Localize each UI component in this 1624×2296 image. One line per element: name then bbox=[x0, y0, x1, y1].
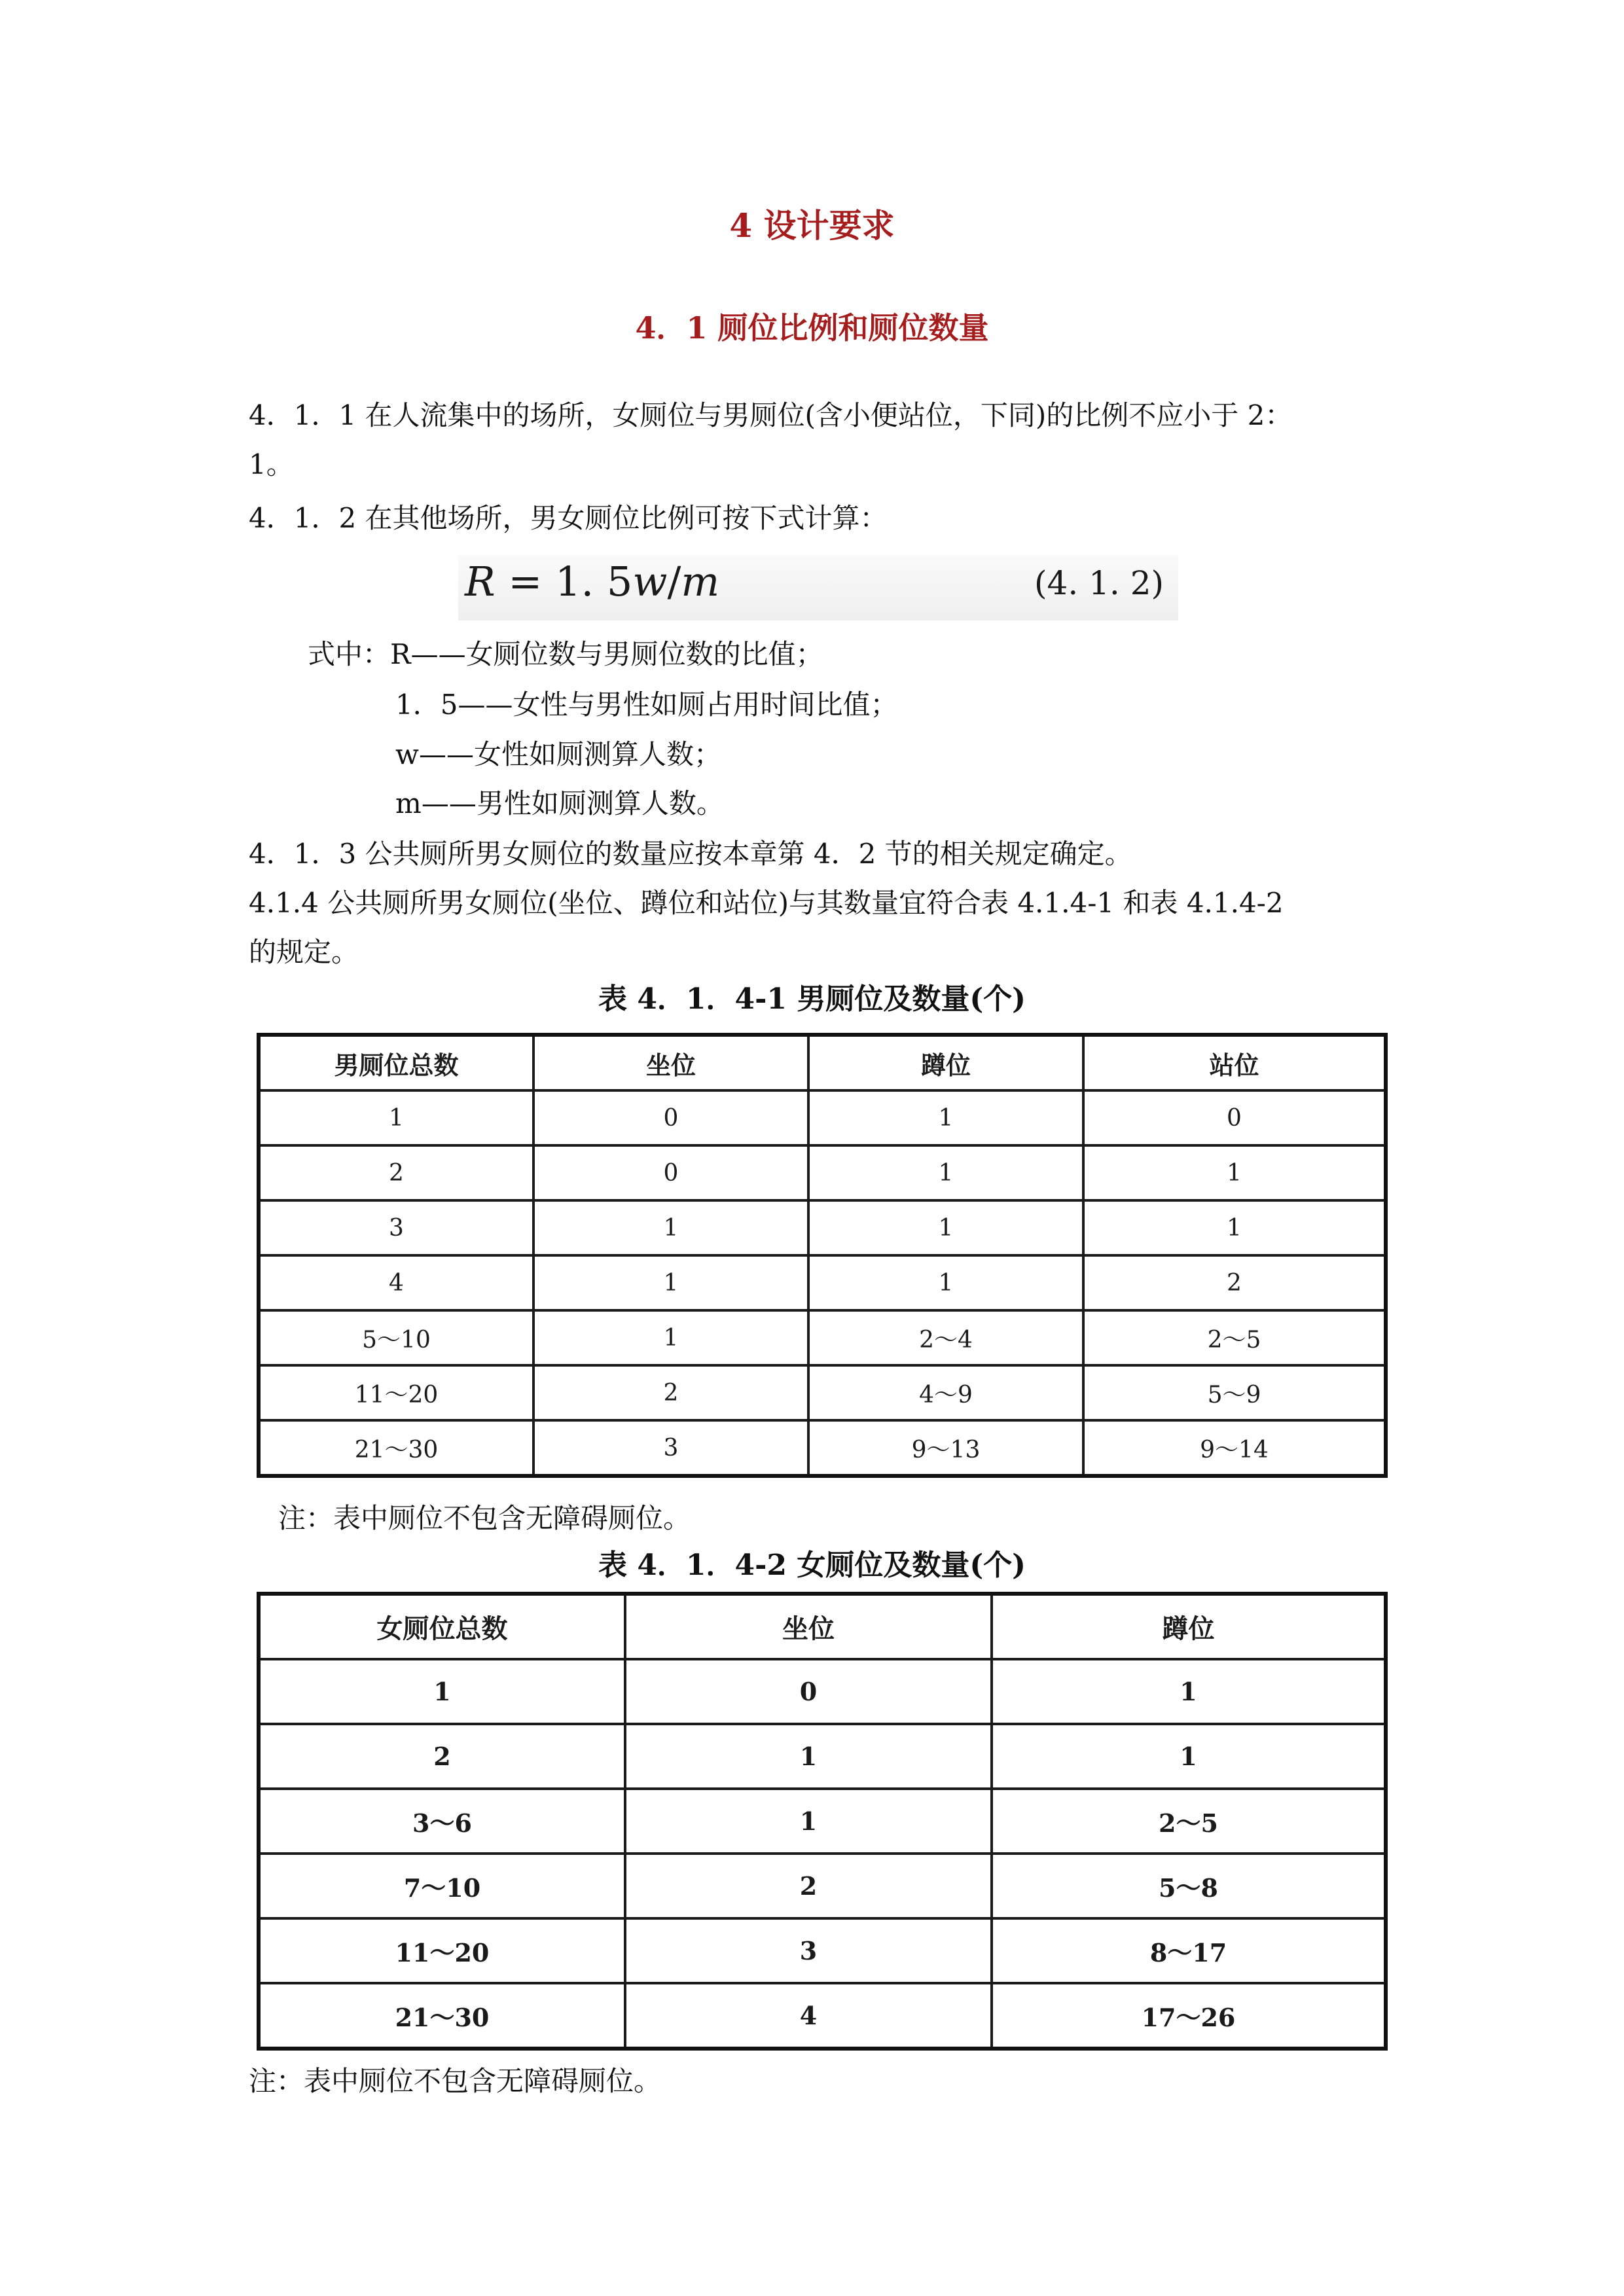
table-cell: 5～10 bbox=[259, 1310, 533, 1365]
table-cell: 1 bbox=[259, 1659, 625, 1724]
table-cell: 1 bbox=[259, 1090, 533, 1145]
table-cell: 2 bbox=[1083, 1255, 1386, 1310]
table-cell: 2～4 bbox=[808, 1310, 1083, 1365]
formula-lhs: R bbox=[465, 558, 496, 605]
formula-number: (4. 1. 2) bbox=[1034, 564, 1164, 602]
clause-4-1-2: 4．1．2 在其他场所，男女厕位比例可按下式计算： bbox=[249, 502, 888, 534]
table-header-row bbox=[259, 1035, 1386, 1090]
table-row bbox=[259, 1724, 1386, 1789]
table-cell: 1 bbox=[808, 1145, 1083, 1200]
clause-4-1-4-line1: 4.1.4 公共厕所男女厕位(坐位、蹲位和站位)与其数量宜符合表 4.1.4-1 和表 4.1.4-2 bbox=[249, 887, 1284, 919]
table-cell: 11～20 bbox=[259, 1365, 533, 1420]
table-cell: 21～30 bbox=[259, 1983, 625, 2049]
clause-4-1-1-line1: 4．1．1 在人流集中的场所，女厕位与男厕位(含小便站位，下同)的比例不应小于 2： bbox=[249, 399, 1293, 431]
table-cell: 11～20 bbox=[259, 1918, 625, 1983]
table-row bbox=[259, 1854, 1386, 1918]
table2-note: 注：表中厕位不包含无障碍厕位。 bbox=[249, 2065, 662, 2097]
table-row bbox=[259, 1365, 1386, 1420]
table-row bbox=[259, 1200, 1386, 1255]
table-cell: 9～13 bbox=[808, 1420, 1083, 1476]
table-cell: 17～26 bbox=[992, 1983, 1386, 2049]
table-cell: 1 bbox=[533, 1310, 808, 1365]
table-cell: 1 bbox=[625, 1724, 992, 1789]
table-cell: 2～5 bbox=[992, 1789, 1386, 1854]
table-row bbox=[259, 1145, 1386, 1200]
definition-ratio: 1．5——女性与男性如厕占用时间比值； bbox=[395, 689, 898, 721]
female-toilet-table bbox=[257, 1592, 1388, 2051]
table-cell: 5～9 bbox=[1083, 1365, 1386, 1420]
table-row bbox=[259, 1255, 1386, 1310]
table-cell: 8～17 bbox=[992, 1918, 1386, 1983]
table1-caption: 表 4．1．4-1 男厕位及数量(个) bbox=[598, 982, 1026, 1016]
table-cell: 4 bbox=[625, 1983, 992, 2049]
table-header-cell: 站位 bbox=[1083, 1035, 1386, 1090]
formula-slash: / bbox=[667, 558, 681, 605]
section-title: 4．1 厕位比例和厕位数量 bbox=[635, 310, 989, 346]
table-cell: 21～30 bbox=[259, 1420, 533, 1476]
table-cell: 2 bbox=[625, 1854, 992, 1918]
table-cell: 1 bbox=[992, 1659, 1386, 1724]
male-toilet-table bbox=[257, 1033, 1388, 1478]
table-row bbox=[259, 1659, 1386, 1724]
table-cell: 1 bbox=[808, 1200, 1083, 1255]
table-cell: 0 bbox=[533, 1090, 808, 1145]
table-row bbox=[259, 1918, 1386, 1983]
table-cell: 2 bbox=[259, 1145, 533, 1200]
definition-m: m——男性如厕测算人数。 bbox=[395, 787, 724, 819]
table-cell: 3 bbox=[259, 1200, 533, 1255]
table-cell: 9～14 bbox=[1083, 1420, 1386, 1476]
formula-var-m: m bbox=[681, 558, 720, 605]
table-cell: 0 bbox=[1083, 1090, 1386, 1145]
table-header-cell: 蹲位 bbox=[992, 1594, 1386, 1659]
table-cell: 1 bbox=[992, 1724, 1386, 1789]
clause-4-1-3: 4．1．3 公共厕所男女厕位的数量应按本章第 4．2 节的相关规定确定。 bbox=[249, 838, 1132, 870]
table-cell: 4 bbox=[259, 1255, 533, 1310]
table-header-row bbox=[259, 1594, 1386, 1659]
table-cell: 1 bbox=[1083, 1145, 1386, 1200]
table-cell: 7～10 bbox=[259, 1854, 625, 1918]
formula bbox=[465, 558, 719, 605]
formula-var-w: w bbox=[632, 558, 668, 605]
table-cell: 1 bbox=[625, 1789, 992, 1854]
table-cell: 0 bbox=[533, 1145, 808, 1200]
table-cell: 1 bbox=[808, 1090, 1083, 1145]
chapter-title: 4 设计要求 bbox=[729, 206, 895, 245]
table1-note: 注：表中厕位不包含无障碍厕位。 bbox=[278, 1502, 691, 1534]
table-cell: 3 bbox=[533, 1420, 808, 1476]
table-cell: 3～6 bbox=[259, 1789, 625, 1854]
table-cell: 1 bbox=[533, 1200, 808, 1255]
table-cell: 0 bbox=[625, 1659, 992, 1724]
table-cell: 1 bbox=[808, 1255, 1083, 1310]
table-cell: 1 bbox=[1083, 1200, 1386, 1255]
table-row bbox=[259, 1420, 1386, 1476]
table-cell: 5～8 bbox=[992, 1854, 1386, 1918]
table-cell: 3 bbox=[625, 1918, 992, 1983]
table2-caption: 表 4．1．4-2 女厕位及数量(个) bbox=[598, 1549, 1026, 1582]
clause-4-1-1-line2: 1。 bbox=[249, 448, 294, 480]
table-row bbox=[259, 1090, 1386, 1145]
table-header-cell: 蹲位 bbox=[808, 1035, 1083, 1090]
table-row bbox=[259, 1789, 1386, 1854]
table-row bbox=[259, 1310, 1386, 1365]
table-row bbox=[259, 1983, 1386, 2049]
table-header-cell: 坐位 bbox=[625, 1594, 992, 1659]
table-cell: 4～9 bbox=[808, 1365, 1083, 1420]
table-cell: 2 bbox=[259, 1724, 625, 1789]
table-cell: 2 bbox=[533, 1365, 808, 1420]
definition-r: 式中：R——女厕位数与男厕位数的比值； bbox=[308, 638, 823, 670]
table-cell: 2～5 bbox=[1083, 1310, 1386, 1365]
clause-4-1-4-line2: 的规定。 bbox=[249, 936, 359, 968]
table-cell: 1 bbox=[533, 1255, 808, 1310]
table-header-cell: 坐位 bbox=[533, 1035, 808, 1090]
formula-rhs-prefix: = 1. 5 bbox=[495, 558, 633, 605]
table-header-cell: 女厕位总数 bbox=[259, 1594, 625, 1659]
definition-w: w——女性如厕测算人数； bbox=[395, 738, 721, 770]
table-header-cell: 男厕位总数 bbox=[259, 1035, 533, 1090]
